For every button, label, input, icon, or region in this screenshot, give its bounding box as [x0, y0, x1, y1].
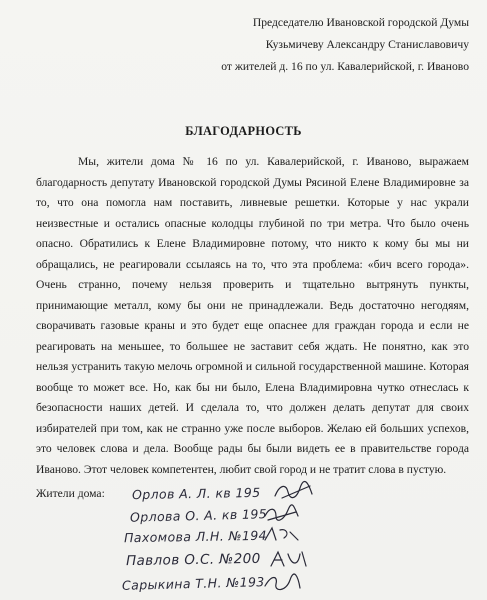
addressee-block: [179, 12, 469, 78]
signature-scribble-2: [262, 502, 302, 524]
signature-scribble-3: [262, 524, 302, 546]
signature-line-2: Орлова О. А. кв 195: [129, 506, 268, 525]
signature-scribble-1: [272, 480, 316, 502]
signature-scribble-5: [262, 572, 304, 596]
residents-label: Жители дома:: [36, 487, 105, 500]
addressee-line-3: от жителей д. 16 по ул. Кавалерийской, г. Иваново: [221, 60, 469, 73]
addressee-line-1: Председателю Ивановской городской Думы: [252, 16, 469, 29]
document-title: БЛАГОДАРНОСТЬ: [185, 124, 302, 138]
letter-body: Мы, жители дома № 16 по ул. Кавалерийской, г. Иваново, выражаем благодарность депутату Ивановской городской Думы Рясиной Елене Владимировне за то, что она помогла нам поставить, ливневые решетки. Которые у нас украли неизвестные и остались опасные колодцы глубиной по три метра. Что было очень опасно. Обратились к Елене Владимировне потому, что никто к кому бы мы ни обращались, не реагировали ссылаясь на то, что эта проблема: «бич всего города». Очень странно, почему нельзя проверить и тщательно вытрянуть пункты, принимающие металл, кому бы они не принадлежали. Ведь достаточно негодяям, сворачивать газовые краны и это будет еще опаснее для граждан города и если не реагировать на меньшее, то большее не заставит себя ждать. Не понятно, как это нельзя устранить такую мелочь огромной и сильной государственной машине. Которая вообще то может все. Но, как бы ни было, Елена Владимировна чутко отнеслась к безопасности наших детей. И сделала то, что должен делать депутат для своих избирателей при том, как не странно уже после выборов. Желаю ей больших успехов, это человек слова и дела. Вообще рады бы были видеть ее в правительстве города Иваново. Этот человек компетентен, любит свой город и не тратит слова в пустую.: [36, 155, 469, 476]
signature-line-1: Орлов А. Л. кв 195: [131, 484, 261, 503]
signature-line-4: Павлов О.С. №200: [125, 550, 261, 570]
signature-line-3: Пахомова Л.Н. №194: [123, 527, 268, 546]
addressee-line-2: Кузьмичеву Александру Станиславовичу: [265, 38, 469, 51]
signature-scribble-4: [268, 548, 310, 572]
signature-line-5: Сарыкина Т.Н. №193: [121, 574, 265, 593]
